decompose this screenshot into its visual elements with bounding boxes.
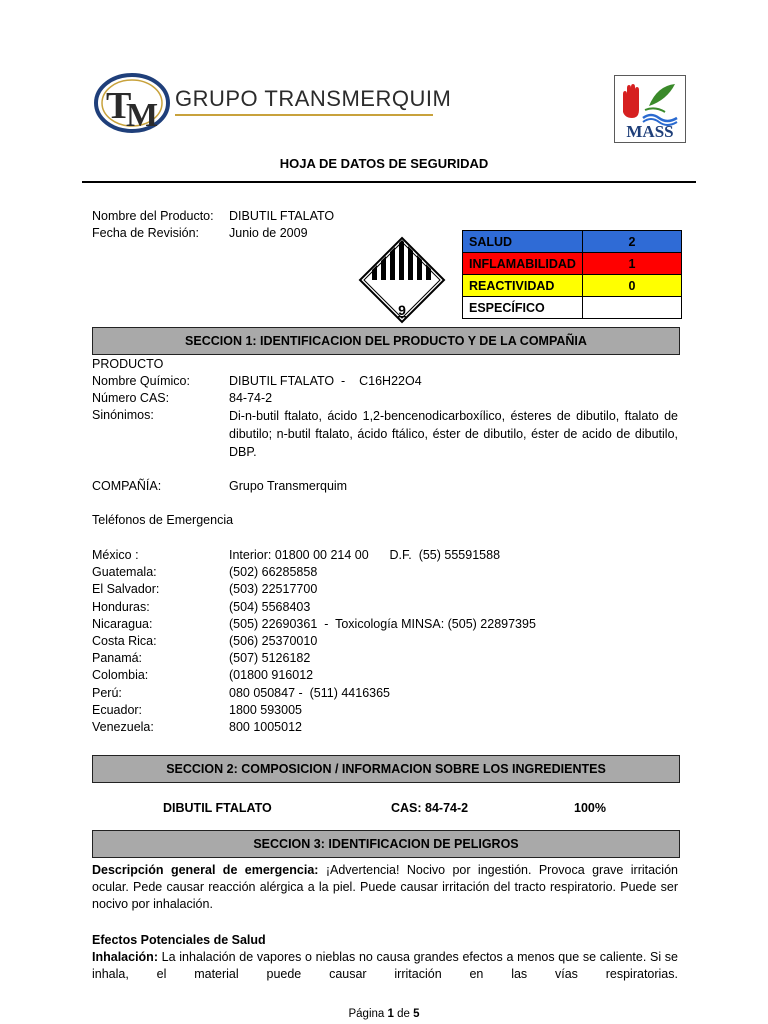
section-2-header: SECCION 2: COMPOSICION / INFORMACION SOBRE LOS INGREDIENTES <box>92 755 680 783</box>
phone-country: Perú: <box>92 685 122 700</box>
phone-number: (503) 22517700 <box>229 582 318 597</box>
cas-number-label: Número CAS: <box>92 391 170 405</box>
hazard-row <box>463 275 682 297</box>
header-divider <box>82 181 696 183</box>
phone-country: Guatemala: <box>92 565 157 580</box>
hazard-class-9-icon <box>358 236 446 324</box>
phone-number: 800 1005012 <box>229 720 302 734</box>
health-effects-heading: Efectos Potenciales de Salud <box>92 933 266 947</box>
emergency-description <box>92 862 678 913</box>
company-label: COMPAÑÍA: <box>92 479 162 493</box>
hazard-value: 2 <box>582 231 681 253</box>
phone-country: Nicaragua: <box>92 616 153 631</box>
page-of: de <box>397 1008 410 1020</box>
revision-date-label: Fecha de Revisión: <box>92 226 200 240</box>
hazard-row <box>463 297 682 319</box>
svg-text:M: M <box>126 97 159 134</box>
hazard-label: REACTIVIDAD <box>463 275 583 297</box>
emergency-description-text: ¡Advertencia! Nocivo por ingestión. Provoca grave irritación ocular. Pede causar reacción alérgica a la piel. Puede causar irritación del tracto respiratorio. Puede ser nocivo por inhalación. <box>92 863 678 911</box>
revision-date-value: Junio de 2009 <box>229 226 308 240</box>
inhalation-paragraph <box>92 949 678 983</box>
section-3-header: SECCION 3: IDENTIFICACION DE PELIGROS <box>92 830 680 858</box>
hazard-value: 1 <box>582 253 681 275</box>
hazard-rating-table <box>462 230 682 319</box>
hazard-label: SALUD <box>463 231 583 253</box>
phone-number: (01800 916012 <box>229 668 314 683</box>
page-total: 5 <box>413 1008 420 1020</box>
ingredient-name: DIBUTIL FTALATO <box>163 801 272 815</box>
tm-logo-icon <box>92 72 182 134</box>
hazard-label: INFLAMABILIDAD <box>463 253 583 275</box>
emergency-description-label: Descripción general de emergencia: <box>92 863 319 877</box>
inhalation-text: La inhalación de vapores o nieblas no causa grandes efectos a menos que se caliente. Si se inhala, el material puede causar irritación en las vías respiratorias. <box>92 950 678 981</box>
hazard-value: 0 <box>582 275 681 297</box>
page-footer <box>0 1008 768 1020</box>
company-name: GRUPO TRANSMERQUIM <box>175 86 452 111</box>
phone-number: (506) 25370010 <box>229 634 318 648</box>
synonyms-value: Di-n-butil ftalato, ácido 1,2-bencenodicarboxílico, ésteres de dibutilo, ftalato de dibutilo; n-butil ftalato, ácido ftálico, éster de dibutilo, éster de acido de dibutilo, DBP. <box>229 409 678 459</box>
hazard-row <box>463 231 682 253</box>
mass-logo-text: MASS <box>626 122 674 141</box>
phone-number: (502) 66285858 <box>229 565 318 580</box>
phone-country: Costa Rica: <box>92 634 157 648</box>
synonyms-label: Sinónimos: <box>92 408 154 422</box>
producto-heading: PRODUCTO <box>92 357 164 371</box>
cas-number-value: 84-74-2 <box>229 391 273 405</box>
phone-number: 080 050847 - (511) 4416365 <box>229 685 391 700</box>
company-value: Grupo Transmerquim <box>229 479 348 493</box>
chemical-name-value: DIBUTIL FTALATO - C16H22O4 <box>229 374 422 388</box>
phone-number: (505) 22690361 - Toxicología MINSA: (505) 22897395 <box>229 616 536 631</box>
logo-underline <box>175 114 433 116</box>
hazard-label: ESPECÍFICO <box>463 297 583 319</box>
phone-country: El Salvador: <box>92 582 160 597</box>
phone-country: Honduras: <box>92 599 150 614</box>
chemical-name-label: Nombre Químico: <box>92 374 190 388</box>
page-label: Página <box>348 1008 385 1020</box>
hazard-row <box>463 253 682 275</box>
phone-country: Ecuador: <box>92 702 143 717</box>
ingredient-cas: CAS: 84-74-2 <box>391 801 469 815</box>
product-name-value: DIBUTIL FTALATO <box>229 209 335 223</box>
phone-number: 1800 593005 <box>229 702 302 717</box>
page-current: 1 <box>387 1008 394 1020</box>
emergency-phones-heading: Teléfonos de Emergencia <box>92 513 234 527</box>
hazard-class-number: 9 <box>398 302 406 318</box>
mass-logo <box>614 75 686 143</box>
phone-country: Venezuela: <box>92 720 154 734</box>
product-name-label: Nombre del Producto: <box>92 209 214 223</box>
svg-text:T: T <box>106 85 132 127</box>
ingredient-percent: 100% <box>574 801 606 815</box>
document-title: HOJA DE DATOS DE SEGURIDAD <box>279 156 489 171</box>
phone-number: Interior: 01800 00 214 00 D.F. (55) 55591588 <box>229 548 501 562</box>
phone-number: (507) 5126182 <box>229 651 311 666</box>
section-1-header: SECCION 1: IDENTIFICACION DEL PRODUCTO Y DE LA COMPAÑIA <box>92 327 680 355</box>
phone-country: México : <box>92 548 139 562</box>
inhalation-label: Inhalación: <box>92 950 158 964</box>
phone-country: Panamá: <box>92 651 143 666</box>
phone-number: (504) 5568403 <box>229 599 311 614</box>
phone-country: Colombia: <box>92 668 149 683</box>
hazard-value <box>582 297 681 319</box>
